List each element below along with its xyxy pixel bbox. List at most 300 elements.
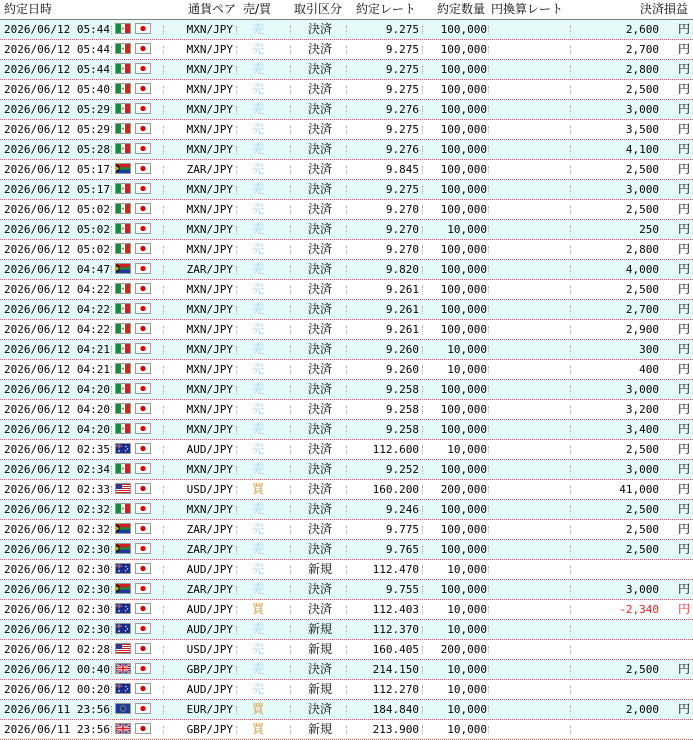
japan-flag-icon (135, 223, 151, 234)
currency-pair: MXN/JPY (186, 103, 233, 116)
column-separator (236, 106, 237, 114)
execution-quantity: 100,000 (440, 423, 487, 436)
column-separator (570, 206, 571, 214)
uk-flag-icon (115, 663, 131, 674)
execution-quantity: 10,000 (447, 443, 487, 456)
trade-datetime: 2026/06/12 02:32 (4, 503, 110, 516)
trade-side: 売 (251, 222, 264, 236)
column-separator (163, 526, 164, 534)
uk-flag-icon (115, 723, 131, 734)
japan-flag-icon (135, 643, 151, 654)
table-row[interactable] (0, 200, 693, 220)
execution-quantity: 10,000 (447, 663, 487, 676)
table-row[interactable] (0, 720, 693, 740)
yen-unit: 円 (677, 702, 690, 716)
currency-flags (113, 683, 153, 696)
trade-type: 決済 (307, 362, 332, 376)
column-separator (236, 686, 237, 694)
trade-datetime: 2026/06/12 02:30 (4, 603, 110, 616)
column-separator (422, 306, 423, 314)
column-separator (290, 546, 291, 554)
column-separator (570, 606, 571, 614)
mexico-flag-icon (115, 23, 131, 34)
column-separator (111, 526, 112, 534)
currency-pair: AUD/JPY (186, 603, 233, 616)
column-separator (422, 246, 423, 254)
header-pair[interactable]: 通貨ペア (188, 2, 237, 16)
currency-flags (113, 623, 153, 636)
yen-unit: 円 (677, 202, 690, 216)
table-row[interactable] (0, 660, 693, 680)
column-separator (111, 366, 112, 374)
column-separator (488, 46, 489, 54)
trade-datetime: 2026/06/12 05:29 (4, 103, 110, 116)
column-separator (111, 646, 112, 654)
trade-side: 売 (251, 382, 264, 396)
column-separator (570, 586, 571, 594)
settlement-pl: 2,800 (625, 243, 659, 256)
japan-flag-icon (135, 543, 151, 554)
header-pl[interactable]: 決済損益 (640, 2, 689, 16)
column-separator (111, 246, 112, 254)
currency-flags (113, 23, 153, 36)
column-separator (290, 186, 291, 194)
column-separator (111, 446, 112, 454)
settlement-pl: 3,000 (625, 103, 659, 116)
settlement-pl: 2,800 (625, 63, 659, 76)
execution-quantity: 100,000 (440, 83, 487, 96)
column-separator (422, 486, 423, 494)
trade-side: 売 (251, 42, 264, 56)
column-separator (422, 726, 423, 734)
settlement-pl: 2,500 (625, 163, 659, 176)
trade-datetime: 2026/06/12 02:30 (4, 563, 110, 576)
mexico-flag-icon (115, 223, 131, 234)
column-separator (488, 626, 489, 634)
japan-flag-icon (135, 283, 151, 294)
trade-datetime: 2026/06/12 02:28 (4, 643, 110, 656)
column-separator (488, 666, 489, 674)
column-separator (111, 166, 112, 174)
trade-type: 決済 (307, 462, 332, 476)
japan-flag-icon (135, 423, 151, 434)
column-separator (346, 566, 347, 574)
column-separator (163, 246, 164, 254)
table-row[interactable] (0, 60, 693, 80)
execution-quantity: 100,000 (440, 183, 487, 196)
japan-flag-icon (135, 23, 151, 34)
currency-flags (113, 523, 153, 536)
column-separator (111, 686, 112, 694)
header-type[interactable]: 取引区分 (294, 2, 343, 16)
table-row[interactable] (0, 360, 693, 380)
table-row[interactable] (0, 640, 693, 660)
settlement-pl: 2,500 (625, 543, 659, 556)
table-row[interactable] (0, 380, 693, 400)
column-separator (570, 226, 571, 234)
execution-rate: 9.275 (385, 43, 419, 56)
column-separator (570, 706, 571, 714)
column-separator (346, 586, 347, 594)
trade-datetime: 2026/06/12 04:22 (4, 323, 110, 336)
currency-pair: AUD/JPY (186, 443, 233, 456)
settlement-pl: 2,500 (625, 663, 659, 676)
column-separator (163, 346, 164, 354)
trade-type: 決済 (307, 262, 332, 276)
trade-type: 決済 (307, 282, 332, 296)
trade-side: 売 (251, 102, 264, 116)
header-yen-rate[interactable]: 円換算レート (491, 2, 564, 16)
south-africa-flag-icon (115, 523, 131, 534)
settlement-pl (574, 640, 659, 659)
column-separator (488, 466, 489, 474)
mexico-flag-icon (115, 283, 131, 294)
yen-unit: 円 (677, 42, 690, 56)
column-separator (290, 286, 291, 294)
column-separator (111, 546, 112, 554)
trade-side: 買 (251, 482, 264, 496)
trade-type: 決済 (307, 422, 332, 436)
table-row[interactable] (0, 280, 693, 300)
currency-flags (113, 83, 153, 96)
currency-pair: MXN/JPY (186, 83, 233, 96)
column-separator (346, 46, 347, 54)
column-separator (422, 86, 423, 94)
settlement-pl: 250 (639, 223, 659, 236)
japan-flag-icon (135, 463, 151, 474)
table-row[interactable] (0, 620, 693, 640)
execution-rate: 9.246 (385, 503, 419, 516)
column-separator (422, 326, 423, 334)
table-row[interactable] (0, 480, 693, 500)
column-separator (111, 386, 112, 394)
table-row[interactable] (0, 440, 693, 460)
column-separator (163, 206, 164, 214)
column-separator (346, 106, 347, 114)
trade-side: 売 (251, 22, 264, 36)
column-separator (488, 406, 489, 414)
execution-quantity: 100,000 (440, 403, 487, 416)
yen-unit: 円 (677, 282, 690, 296)
table-row[interactable] (0, 220, 693, 240)
column-separator (236, 146, 237, 154)
column-separator (111, 106, 112, 114)
column-separator (111, 406, 112, 414)
yen-unit: 円 (677, 402, 690, 416)
execution-rate: 112.270 (372, 683, 419, 696)
column-separator (422, 186, 423, 194)
trade-datetime: 2026/06/12 05:02 (4, 203, 110, 216)
currency-flags (113, 643, 153, 656)
execution-quantity: 100,000 (440, 263, 487, 276)
currency-pair: MXN/JPY (186, 283, 233, 296)
south-africa-flag-icon (115, 583, 131, 594)
table-row[interactable] (0, 320, 693, 340)
currency-pair: MXN/JPY (186, 63, 233, 76)
table-row[interactable] (0, 500, 693, 520)
settlement-pl: 3,000 (625, 583, 659, 596)
column-separator (346, 646, 347, 654)
currency-flags (113, 463, 153, 476)
column-separator (488, 66, 489, 74)
column-separator (290, 266, 291, 274)
table-row[interactable] (0, 580, 693, 600)
column-separator (488, 146, 489, 154)
trade-datetime: 2026/06/12 04:22 (4, 303, 110, 316)
trade-side: 買 (251, 602, 264, 616)
table-row[interactable] (0, 80, 693, 100)
table-row[interactable] (0, 140, 693, 160)
execution-quantity: 10,000 (447, 563, 487, 576)
execution-rate: 9.775 (385, 523, 419, 536)
trade-datetime: 2026/06/12 05:44 (4, 63, 110, 76)
header-date[interactable]: 約定日時 (4, 2, 53, 16)
table-row[interactable] (0, 340, 693, 360)
column-separator (163, 646, 164, 654)
japan-flag-icon (135, 263, 151, 274)
australia-flag-icon (115, 623, 131, 634)
column-separator (163, 506, 164, 514)
column-separator (422, 606, 423, 614)
currency-pair: GBP/JPY (186, 723, 233, 736)
column-separator (422, 446, 423, 454)
currency-pair: MXN/JPY (186, 43, 233, 56)
column-separator (236, 526, 237, 534)
execution-rate: 112.403 (372, 603, 419, 616)
trade-datetime: 2026/06/12 02:30 (4, 583, 110, 596)
yen-unit: 円 (677, 462, 690, 476)
column-separator (346, 126, 347, 134)
header-side[interactable]: 売/買 (243, 2, 272, 16)
trade-side: 売 (251, 362, 264, 376)
table-row[interactable] (0, 420, 693, 440)
column-separator (488, 586, 489, 594)
table-row[interactable] (0, 300, 693, 320)
japan-flag-icon (135, 123, 151, 134)
column-separator (111, 186, 112, 194)
table-row[interactable] (0, 120, 693, 140)
column-separator (570, 26, 571, 34)
execution-rate: 184.840 (372, 703, 419, 716)
japan-flag-icon (135, 483, 151, 494)
currency-flags (113, 503, 153, 516)
trade-datetime: 2026/06/12 04:22 (4, 283, 110, 296)
column-separator (163, 386, 164, 394)
column-separator (488, 186, 489, 194)
settlement-pl: 3,400 (625, 423, 659, 436)
column-separator (236, 486, 237, 494)
execution-rate: 112.600 (372, 443, 419, 456)
table-row[interactable] (0, 540, 693, 560)
column-separator (346, 466, 347, 474)
table-row[interactable] (0, 240, 693, 260)
table-row[interactable] (0, 160, 693, 180)
yen-unit: 円 (677, 542, 690, 556)
column-separator (163, 366, 164, 374)
column-separator (422, 146, 423, 154)
table-row[interactable] (0, 100, 693, 120)
japan-flag-icon (135, 503, 151, 514)
trade-datetime: 2026/06/12 05:29 (4, 123, 110, 136)
currency-flags (113, 563, 153, 576)
settlement-pl (574, 680, 659, 699)
column-separator (111, 506, 112, 514)
column-separator (236, 386, 237, 394)
settlement-pl: 4,100 (625, 143, 659, 156)
column-separator (290, 46, 291, 54)
south-africa-flag-icon (115, 543, 131, 554)
execution-rate: 9.270 (385, 243, 419, 256)
settlement-pl: 400 (639, 363, 659, 376)
table-row[interactable] (0, 560, 693, 580)
yen-unit: 円 (677, 142, 690, 156)
currency-flags (113, 483, 153, 496)
column-separator (163, 186, 164, 194)
yen-unit: 円 (677, 82, 690, 96)
column-separator (236, 466, 237, 474)
column-separator (290, 506, 291, 514)
column-separator (290, 526, 291, 534)
column-separator (570, 106, 571, 114)
execution-quantity: 10,000 (447, 623, 487, 636)
execution-quantity: 10,000 (447, 603, 487, 616)
column-separator (488, 166, 489, 174)
table-row[interactable] (0, 520, 693, 540)
column-separator (422, 66, 423, 74)
trade-side: 売 (251, 582, 264, 596)
australia-flag-icon (115, 563, 131, 574)
currency-flags (113, 43, 153, 56)
table-row[interactable] (0, 40, 693, 60)
table-row[interactable] (0, 600, 693, 620)
yen-unit: 円 (677, 582, 690, 596)
japan-flag-icon (135, 663, 151, 674)
yen-unit (670, 680, 690, 699)
column-separator (111, 486, 112, 494)
execution-rate: 9.260 (385, 363, 419, 376)
column-separator (422, 286, 423, 294)
column-separator (236, 586, 237, 594)
japan-flag-icon (135, 303, 151, 314)
currency-pair: MXN/JPY (186, 423, 233, 436)
execution-quantity: 200,000 (440, 643, 487, 656)
japan-flag-icon (135, 323, 151, 334)
japan-flag-icon (135, 63, 151, 74)
column-separator (570, 486, 571, 494)
execution-rate: 9.261 (385, 283, 419, 296)
trade-side: 売 (251, 642, 264, 656)
table-row[interactable] (0, 400, 693, 420)
trade-type: 決済 (307, 702, 332, 716)
execution-quantity: 100,000 (440, 523, 487, 536)
trade-type: 新規 (307, 722, 332, 736)
column-separator (346, 306, 347, 314)
execution-rate: 9.275 (385, 83, 419, 96)
column-separator (163, 26, 164, 34)
currency-pair: ZAR/JPY (186, 163, 233, 176)
settlement-pl (574, 720, 659, 739)
column-separator (422, 366, 423, 374)
column-separator (163, 566, 164, 574)
yen-unit: 円 (677, 62, 690, 76)
header-rate[interactable]: 約定レート (356, 2, 417, 16)
currency-flags (113, 723, 153, 736)
column-separator (163, 126, 164, 134)
table-row[interactable] (0, 460, 693, 480)
currency-flags (113, 103, 153, 116)
column-separator (422, 386, 423, 394)
column-separator (236, 726, 237, 734)
column-separator (346, 226, 347, 234)
column-separator (570, 426, 571, 434)
table-row[interactable] (0, 260, 693, 280)
table-row[interactable] (0, 20, 693, 40)
column-separator (163, 666, 164, 674)
column-separator (236, 246, 237, 254)
execution-rate: 9.252 (385, 463, 419, 476)
japan-flag-icon (135, 603, 151, 614)
currency-pair: MXN/JPY (186, 303, 233, 316)
column-separator (111, 86, 112, 94)
currency-pair: EUR/JPY (186, 703, 233, 716)
column-separator (236, 186, 237, 194)
column-separator (422, 346, 423, 354)
table-row[interactable] (0, 680, 693, 700)
column-separator (290, 406, 291, 414)
column-separator (346, 546, 347, 554)
trade-type: 決済 (307, 182, 332, 196)
trade-side: 買 (251, 702, 264, 716)
column-separator (236, 326, 237, 334)
currency-pair: ZAR/JPY (186, 263, 233, 276)
mexico-flag-icon (115, 423, 131, 434)
mexico-flag-icon (115, 323, 131, 334)
execution-rate: 9.275 (385, 23, 419, 36)
yen-unit: 円 (677, 242, 690, 256)
header-qty[interactable]: 約定数量 (437, 2, 486, 16)
trade-side: 売 (251, 282, 264, 296)
trade-datetime: 2026/06/12 04:20 (4, 383, 110, 396)
japan-flag-icon (135, 383, 151, 394)
mexico-flag-icon (115, 463, 131, 474)
column-separator (163, 426, 164, 434)
execution-quantity: 100,000 (440, 243, 487, 256)
currency-pair: MXN/JPY (186, 243, 233, 256)
japan-flag-icon (135, 163, 151, 174)
table-row[interactable] (0, 700, 693, 720)
column-separator (488, 506, 489, 514)
execution-rate: 9.765 (385, 543, 419, 556)
mexico-flag-icon (115, 503, 131, 514)
execution-rate: 9.261 (385, 303, 419, 316)
trade-side: 売 (251, 322, 264, 336)
trade-side: 売 (251, 422, 264, 436)
column-separator (346, 86, 347, 94)
currency-flags (113, 163, 153, 176)
column-separator (290, 426, 291, 434)
column-separator (346, 406, 347, 414)
column-separator (570, 166, 571, 174)
column-separator (111, 226, 112, 234)
column-separator (236, 606, 237, 614)
trade-side: 売 (251, 302, 264, 316)
column-separator (570, 406, 571, 414)
table-row[interactable] (0, 180, 693, 200)
mexico-flag-icon (115, 403, 131, 414)
column-separator (488, 546, 489, 554)
column-separator (570, 146, 571, 154)
trade-datetime: 2026/06/12 02:35 (4, 443, 110, 456)
